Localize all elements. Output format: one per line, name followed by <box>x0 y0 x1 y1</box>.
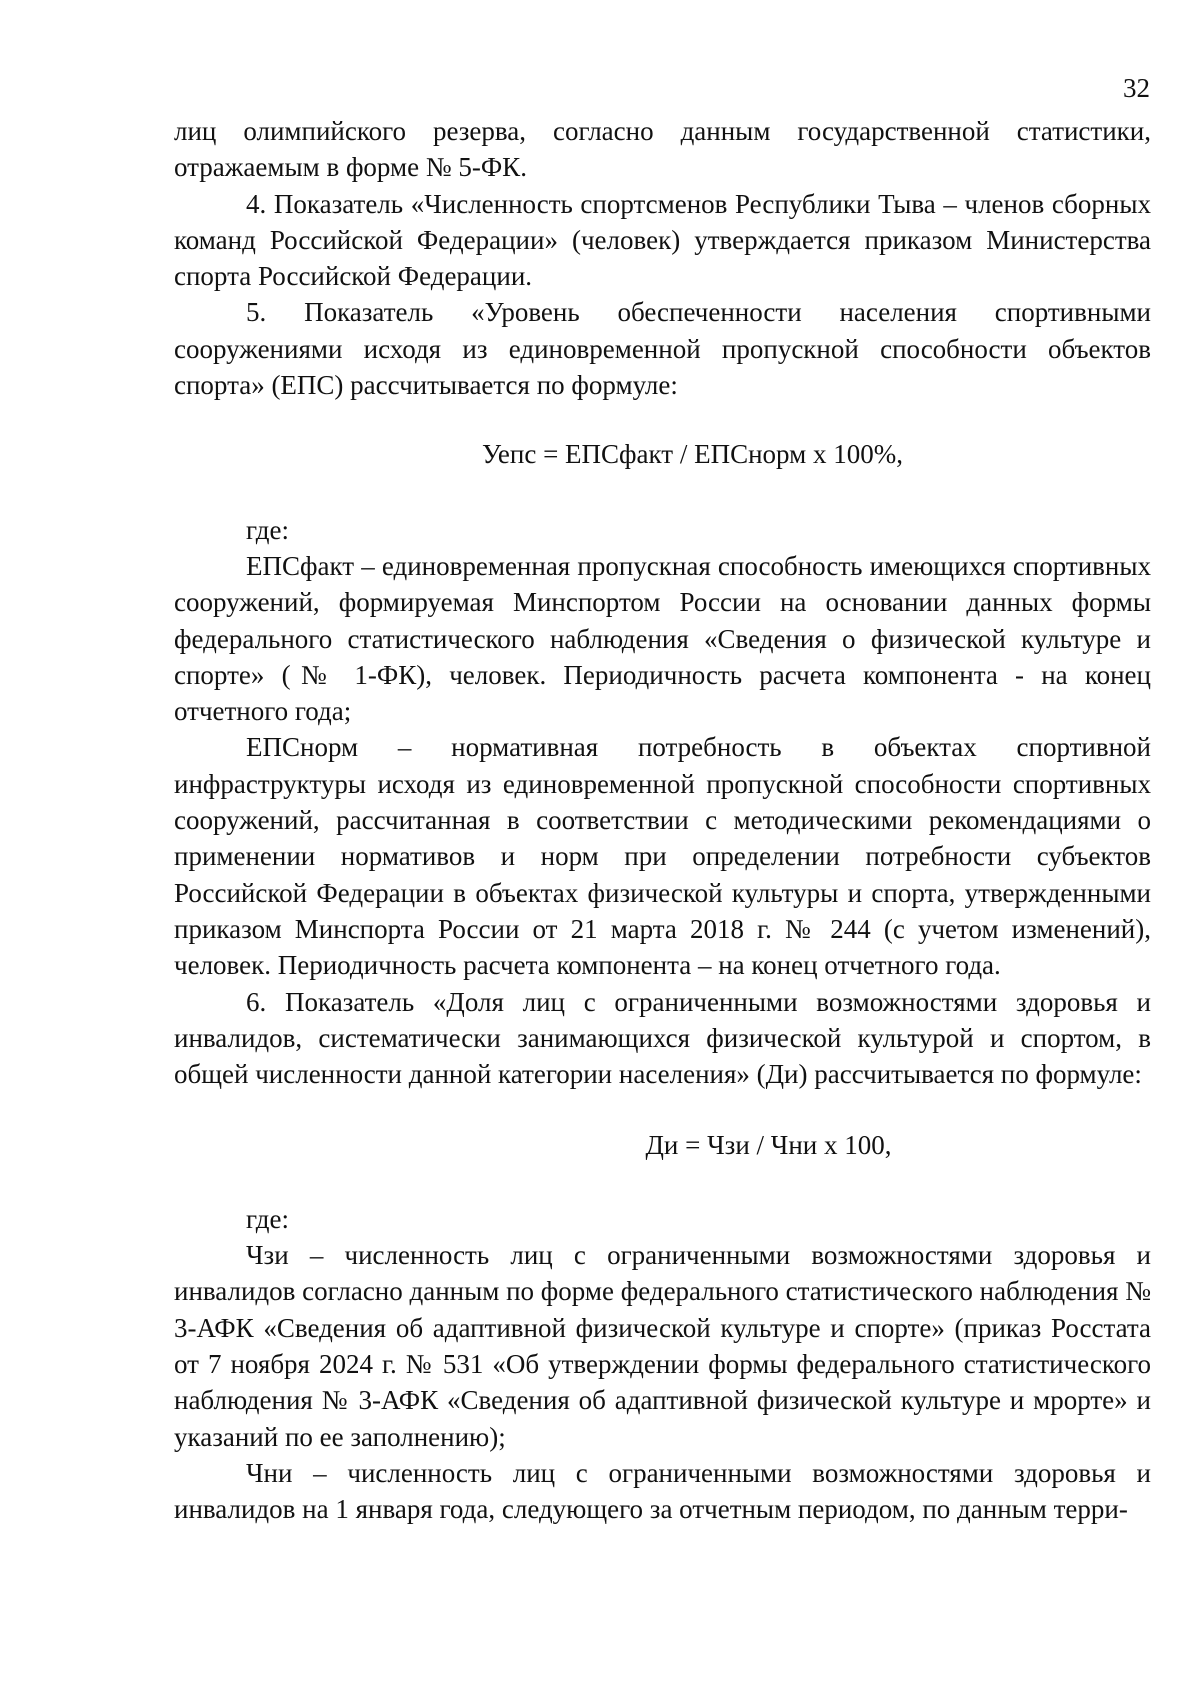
paragraph-item-4: 4. Показатель «Численность спортсменов Республики Тыва – членов сборных команд Российской Федерации» (человек) утверждается приказом Министерства спорта Российской Федерации. <box>174 188 1151 292</box>
formula-eps: Уепс = ЕПСфакт / ЕПСнорм х 100%, <box>482 439 903 470</box>
definition-czi: Чзи – численность лиц с ограниченными возможностями здоровья и инвалидов согласно данным по форме федерального статистического наблюдения № 3-АФК «Сведения об адаптивной физической культуре и спорте» (приказ Росстата от 7 ноября 2024 г. № 531 «Об утверждении формы федерального статистического наблюдения № 3-АФК «Сведения об адаптивной физической культуре и мрорте» и указаний по ее заполнению); <box>174 1240 1151 1452</box>
paragraph-continuation: лиц олимпийского резерва, согласно данным государственной статистики, отражаемым в форме № 5-ФК. <box>174 116 1151 183</box>
paragraph-item-5: 5. Показатель «Уровень обеспеченности населения спортивными сооружениями исходя из единовременной пропускной способности объектов спорта» (ЕПС) рассчитывается по формуле: <box>174 297 1151 401</box>
definition-eps-fact: ЕПСфакт – единовременная пропускная способность имеющихся спортивных сооружений, формируемая Минспортом России на основании данных формы федерального статистического наблюдения «Сведения о физической культуре и спорте» (№ 1-ФК), человек. Периодичность расчета компонента - на конец отчетного года; <box>174 550 1151 727</box>
document-body <box>174 113 1151 1527</box>
where-label: где: <box>246 1203 289 1234</box>
paragraph-item-6: 6. Показатель «Доля лиц с ограниченными возможностями здоровья и инвалидов, систематически занимающихся физической культурой и спортом, в общей численности данной категории населения» (Ди) рассчитывается по формуле: <box>174 986 1151 1090</box>
where-label: где: <box>246 514 289 545</box>
formula-di: Ди = Чзи / Чни х 100, <box>645 1130 892 1161</box>
page-number: 32 <box>1123 73 1150 103</box>
definition-eps-norm: ЕПСнорм – нормативная потребность в объектах спортивной инфраструктуры исходя из единовременной пропускной способности спортивных сооружений, рассчитанная в соответствии с методическими рекомендациями о применении нормативов и норм при определении потребности субъектов Российской Федерации в объектах физической культуры и спорта, утвержденными приказом Минспорта России от 21 марта 2018 г. № 244 (с учетом изменений), человек. Периодичность расчета компонента – на конец отчетного года. <box>174 732 1151 981</box>
definition-cni: Чни – численность лиц с ограниченными возможностями здоровья и инвалидов на 1 января года, следующего за отчетным периодом, по данным терри- <box>174 1457 1151 1525</box>
